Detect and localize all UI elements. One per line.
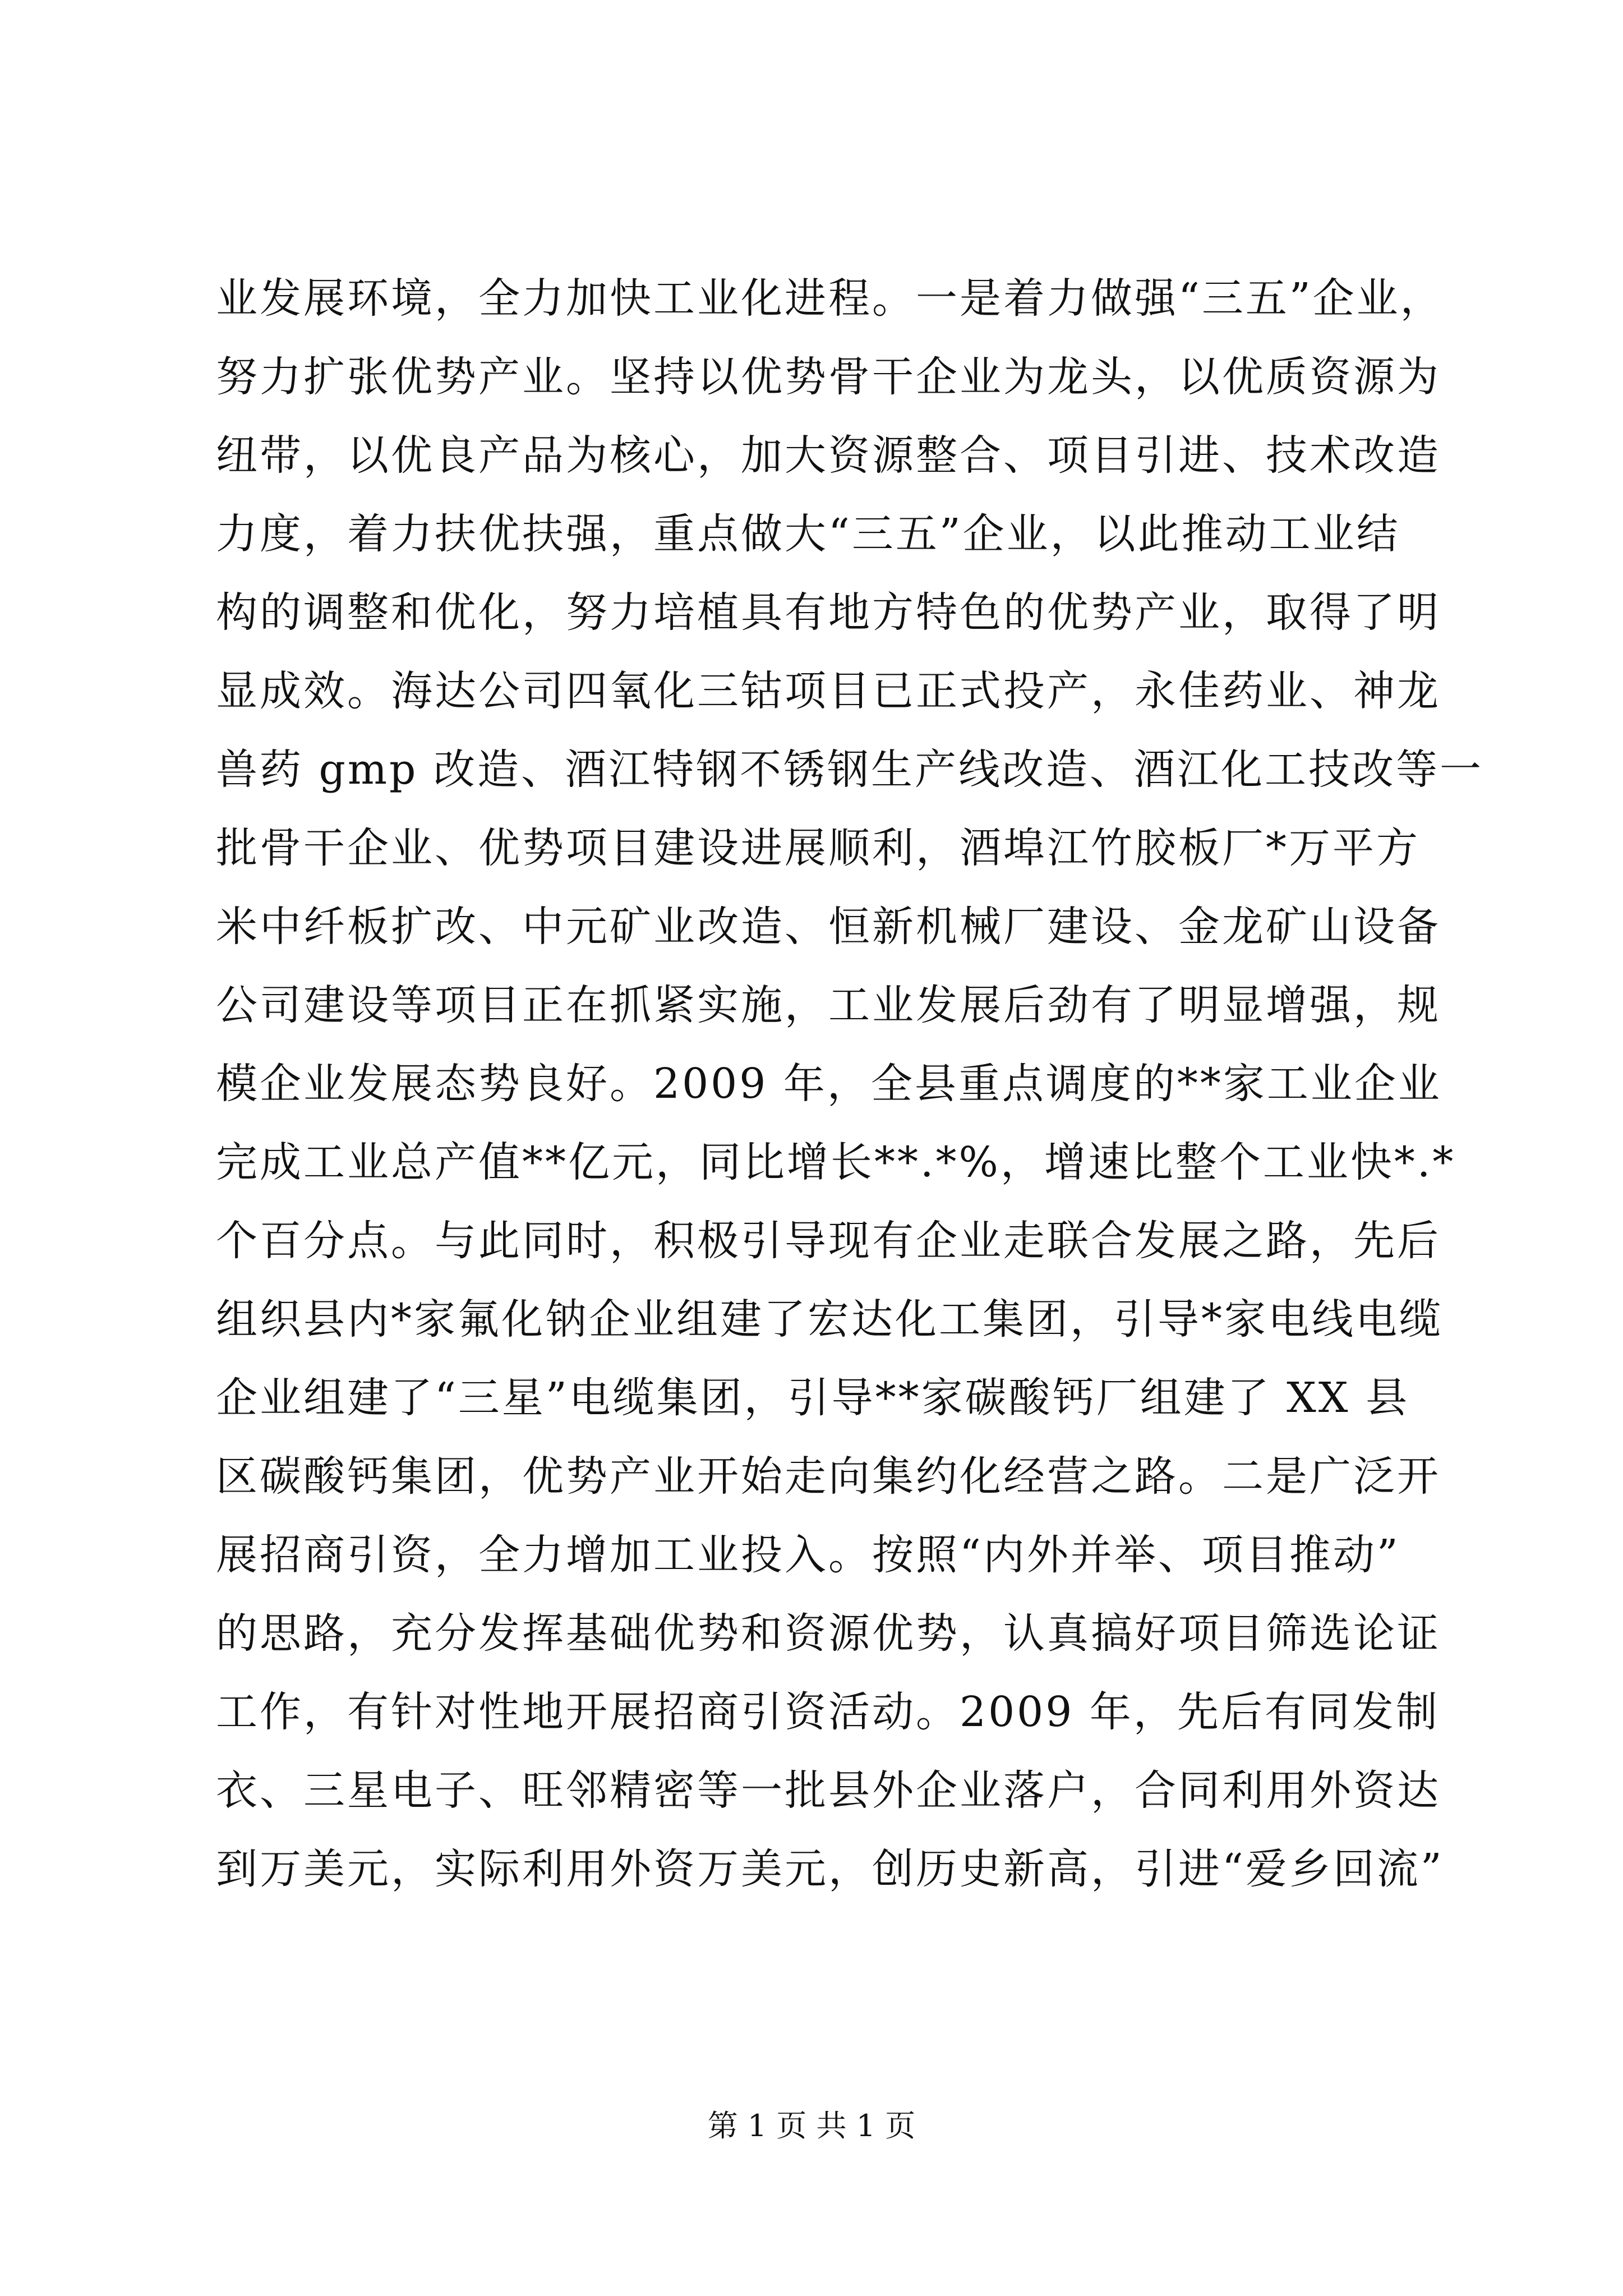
body-paragraph: [216, 259, 1483, 1908]
page-footer: [0, 2106, 1623, 2146]
text-line: 力度，着力扶优扶强，重点做大“三五”企业，以此推动工业结: [216, 510, 1400, 558]
text-line: 兽药 gmp 改造、酒江特钢不锈钢生产线改造、酒江化工技改等一: [216, 746, 1483, 794]
text-line: 米中纤板扩改、中元矿业改造、恒新机械厂建设、金龙矿山设备: [216, 903, 1441, 951]
text-line: 模企业发展态势良好。2009 年，全县重点调度的**家工业企业: [216, 1060, 1442, 1108]
text-line: 企业组建了“三星”电缆集团，引导**家碳酸钙厂组建了 XX 县: [216, 1374, 1410, 1422]
text-line: 纽带，以优良产品为核心，加大资源整合、项目引进、技术改造: [216, 431, 1441, 480]
text-line: 努力扩张优势产业。坚持以优势骨干企业为龙头，以优质资源为: [216, 353, 1441, 401]
text-line: 批骨干企业、优势项目建设进展顺利，酒埠江竹胶板厂*万平方: [216, 824, 1420, 872]
text-line: 显成效。海达公司四氧化三钴项目已正式投产，永佳药业、神龙: [216, 667, 1441, 715]
text-line: 到万美元，实际利用外资万美元，创历史新高，引进“爱乡回流”: [216, 1845, 1444, 1893]
text-line: 组织县内*家氟化钠企业组建了宏达化工集团，引导*家电线电缆: [216, 1295, 1443, 1343]
text-line: 完成工业总产值**亿元，同比增长**.*%，增速比整个工业快*.*: [216, 1138, 1456, 1186]
text-line: 公司建设等项目正在抓紧实施，工业发展后劲有了明显增强，规: [216, 981, 1441, 1029]
text-line: 区碳酸钙集团，优势产业开始走向集约化经营之路。二是广泛开: [216, 1452, 1441, 1501]
text-line: 个百分点。与此同时，积极引导现有企业走联合发展之路，先后: [216, 1217, 1441, 1265]
text-line: 工作，有针对性地开展招商引资活动。2009 年，先后有同发制: [216, 1688, 1440, 1736]
text-line: 构的调整和优化，努力培植具有地方特色的优势产业，取得了明: [216, 588, 1441, 637]
text-line: 业发展环境，全力加快工业化进程。一是着力做强“三五”企业，: [216, 274, 1444, 323]
text-line: 的思路，充分发挥基础优势和资源优势，认真搞好项目筛选论证: [216, 1609, 1441, 1658]
text-line: 展招商引资，全力增加工业投入。按照“内外并举、项目推动”: [216, 1531, 1400, 1579]
page-number-label: 第 1 页 共 1 页: [707, 2108, 916, 2143]
text-line: 衣、三星电子、旺邻精密等一批县外企业落户，合同利用外资达: [216, 1766, 1441, 1815]
